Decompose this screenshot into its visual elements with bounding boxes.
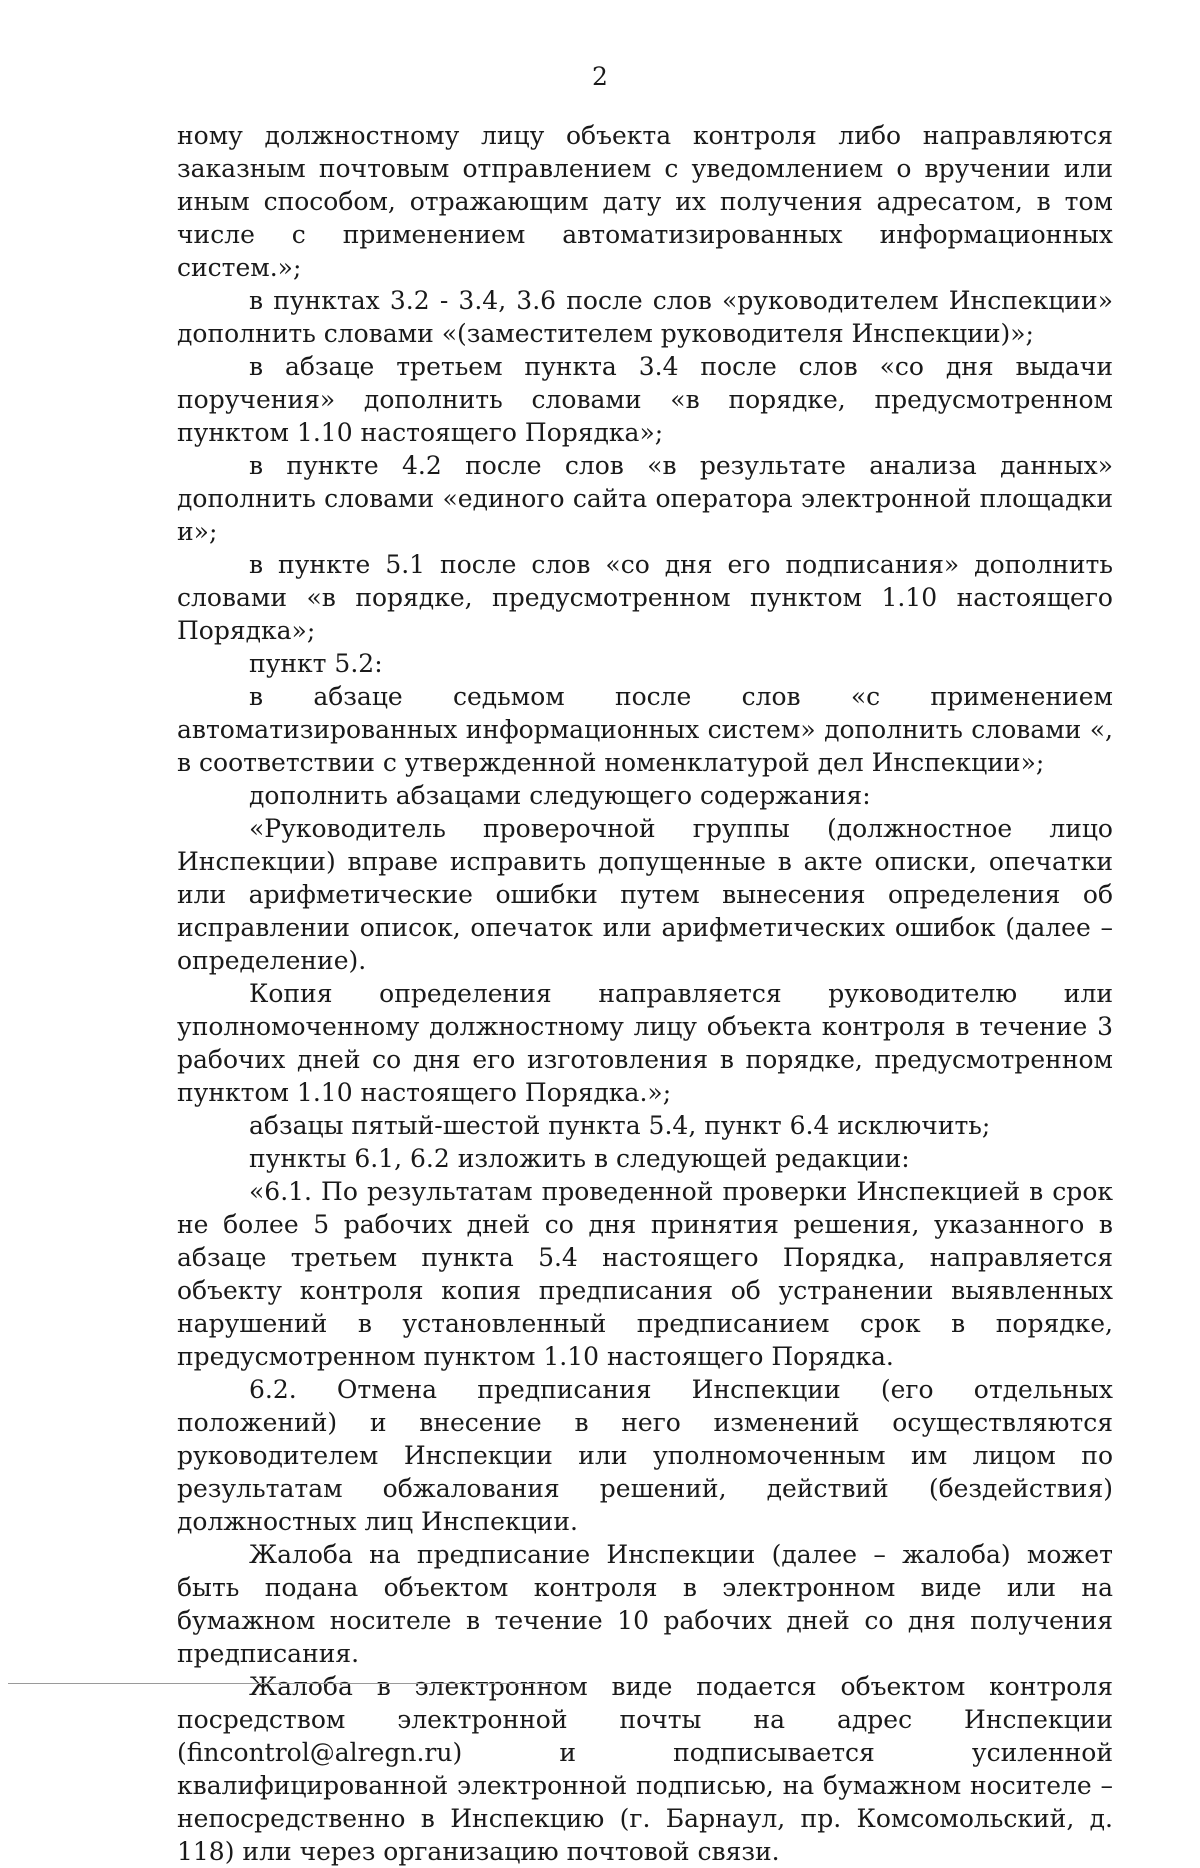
footer-rule	[8, 1683, 568, 1684]
paragraph: 6.2. Отмена предписания Инспекции (его отдельных положений) и внесение в него изменений осуществляются руководителем Инспекции или уполномоченным им лицом по результатам обжалования решений, действий (бездействия) должностных лиц Инспекции.	[177, 1375, 1113, 1536]
paragraph: в пункте 4.2 после слов «в результате анализа данных» дополнить словами «единого сайта оператора электронной площадки и»;	[177, 451, 1113, 546]
paragraph: в пункте 5.1 после слов «со дня его подписания» дополнить словами «в порядке, предусмотренном пунктом 1.10 настоящего Порядка»;	[177, 550, 1113, 645]
paragraph: «6.1. По результатам проведенной проверки Инспекцией в срок не более 5 рабочих дней со дня принятия решения, указанного в абзаце третьем пункта 5.4 настоящего Порядка, направляется объекту контроля копия предписания об устранении выявленных нарушений в установленный предписанием срок в порядке, предусмотренном пунктом 1.10 настоящего Порядка.	[177, 1177, 1113, 1371]
document-body	[177, 119, 1113, 1868]
paragraph: в абзаце седьмом после слов «с применением автоматизированных информационных систем» дополнить словами «, в соответствии с утвержденной номенклатурой дел Инспекции»;	[177, 682, 1113, 777]
paragraph-continuation: ному должностному лицу объекта контроля либо направляются заказным почтовым отправлением с уведомлением о вручении или иным способом, отражающим дату их получения адресатом, в том числе с применением автоматизированных информационных систем.»;	[177, 121, 1113, 282]
paragraph: Жалоба в электронном виде подается объектом контроля посредством электронной почты на адрес Инспекции (fincontrol@alregn.ru) и подписывается усиленной квалифицированной электронной подписью, на бумажном носителе – непосредственно в Инспекцию (г. Барнаул, пр. Комсомольский, д. 118) или через организацию почтовой связи.	[177, 1672, 1113, 1866]
paragraph: дополнить абзацами следующего содержания:	[249, 781, 871, 810]
paragraph: пункты 6.1, 6.2 изложить в следующей редакции:	[249, 1144, 910, 1173]
paragraph: «Руководитель проверочной группы (должностное лицо Инспекции) вправе исправить допущенные в акте описки, опечатки или арифметические ошибки путем вынесения определения об исправлении описок, опечаток или арифметических ошибок (далее – определение).	[177, 814, 1113, 975]
paragraph: в пунктах 3.2 - 3.4, 3.6 после слов «руководителем Инспекции» дополнить словами «(заместителем руководителя Инспекции)»;	[177, 286, 1113, 348]
paragraph: пункт 5.2:	[249, 649, 383, 678]
paragraph: Жалоба на предписание Инспекции (далее – жалоба) может быть подана объектом контроля в электронном виде или на бумажном носителе в течение 10 рабочих дней со дня получения предписания.	[177, 1540, 1113, 1668]
paragraph: абзацы пятый-шестой пункта 5.4, пункт 6.4 исключить;	[249, 1111, 991, 1140]
paragraph: в абзаце третьем пункта 3.4 после слов «со дня выдачи поручения» дополнить словами «в порядке, предусмотренном пунктом 1.10 настоящего Порядка»;	[177, 352, 1113, 447]
page-number: 2	[592, 62, 608, 91]
paragraph: Копия определения направляется руководителю или уполномоченному должностному лицу объекта контроля в течение 3 рабочих дней со дня его изготовления в порядке, предусмотренном пунктом 1.10 настоящего Порядка.»;	[177, 979, 1113, 1107]
